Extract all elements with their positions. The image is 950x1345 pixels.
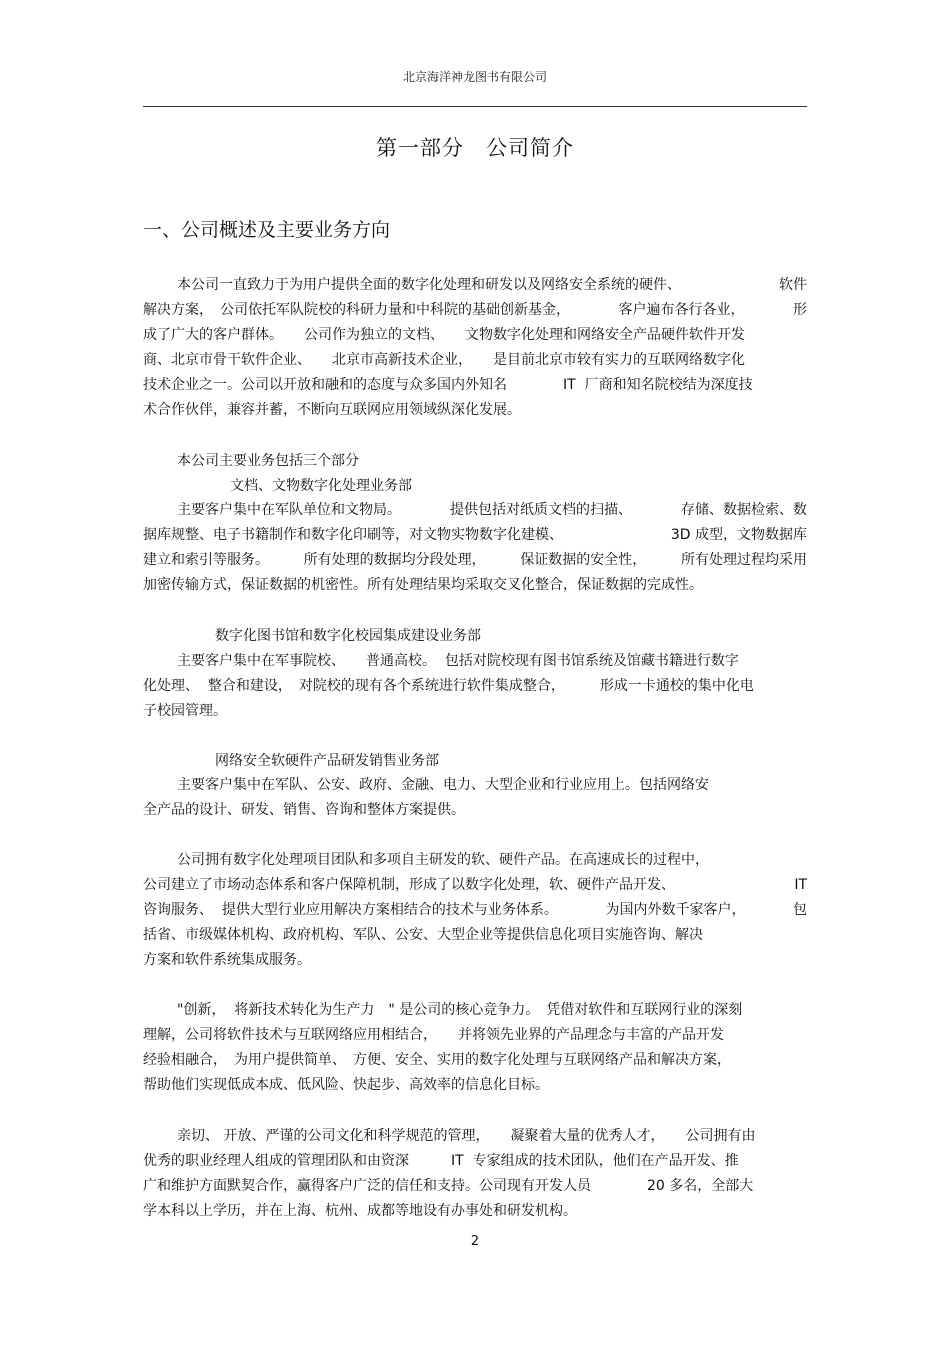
business-intro: 本公司主要业务包括三个部分 [177,453,359,469]
paragraph-line: 帮助他们实现低成本成、低风险、快起步、高效率的信息化目标。 [143,1077,549,1093]
text-segment: 主要客户集中在军队单位和文物局。 [177,502,401,518]
text-segment: 3D 成型，文物数据库 [670,527,807,543]
paragraph-line: 主要客户集中在军事院校、 普通高校。 包括对院校现有图书馆系统及馆藏书籍进行数字 [177,653,739,669]
running-header: 北京海洋神龙图书有限公司 [402,70,547,84]
page-number: 2 [470,1234,480,1249]
text-segment: 保证数据的安全性， [520,552,647,568]
text-segment: 软件 [779,277,807,293]
paragraph-line: 学本科以上学历，并在上海、杭州、成都等地设有办事处和研发机构。 [143,1203,577,1219]
paragraph-line: 化处理、 整合和建设， 对院校的现有各个系统进行软件集成整合， 形成一卡通校的集中化电 [143,678,754,694]
paragraph-line: 优秀的职业经理人组成的管理团队和由资深 IT 专家组成的技术团队，他们在产品开发、推 [143,1153,739,1169]
paragraph-line: 技术企业之一。公司以开放和融和的态度与众多国内外知名 IT 厂商和知名院校结为深度技 [143,377,753,393]
text-segment: 包 [793,902,807,918]
paragraph-line: 方案和软件系统集成服务。 [143,952,311,968]
paragraph-line: 术合作伙伴，兼容并蓄，不断向互联网应用领域纵深化发展。 [143,402,521,418]
text-segment: IT [794,877,807,893]
text-segment: 建立和索引等服务。 [143,552,269,568]
paragraph-line: 主要客户集中在军队、公安、政府、金融、电力、大型企业和行业应用上。包括网络安 [177,777,709,793]
paragraph-line: 加密传输方式，保证数据的机密性。所有处理结果均采取交叉化整合，保证数据的完成性。 [143,577,703,593]
paragraph-line: 商、北京市骨干软件企业、 北京市高新技术企业， 是目前北京市较有实力的互联网络数字化 [143,352,745,368]
paragraph-line: 全产品的设计、研发、销售、咨询和整体方案提供。 [143,802,465,818]
paragraph-line: 公司拥有数字化处理项目团队和多项自主研发的软、硬件产品。在高速成长的过程中， [177,852,709,868]
part-title: 第一部分 公司简介 [376,136,574,160]
section-heading: 一、公司概述及主要业务方向 [143,219,391,241]
text-segment: 客户遍布各行各业， [618,302,745,318]
text-segment: 形 [793,302,807,318]
paragraph-line [143,298,807,322]
paragraph-line: 广和维护方面默契合作，赢得客户广泛的信任和支持。公司现有开发人员 20 多名，全部大 [143,1178,754,1194]
paragraph-line: "创新， 将新技术转化为生产力 " 是公司的核心竞争力。 凭借对软件和互联网行业的深刻 [177,1002,743,1018]
paragraph-line [177,498,807,522]
paragraph-line: 理解，公司将软件技术与互联网络应用相结合， 并将领先业界的产品理念与丰富的产品开发 [143,1027,724,1043]
paragraph-line: 经验相融合， 为用户提供简单、 方便、安全、实用的数字化处理与互联网络产品和解决方案， [143,1052,731,1068]
text-segment: 为国内外数千家客户， [605,902,746,918]
paragraph-line: 子校园管理。 [143,703,227,719]
header-divider [143,106,807,107]
text-segment: 所有处理过程均采用 [680,552,807,568]
paragraph-line [177,273,807,297]
text-segment: 所有处理的数据均分段处理， [303,552,486,568]
paragraph-line [143,523,807,547]
text-segment: 据库规整、电子书籍制作和数字化印刷等，对文物实物数字化建模、 [143,527,563,543]
paragraph-line [143,548,807,572]
text-segment: 提供包括对纸质文档的扫描、 [450,502,632,518]
paragraph-line: 成了广大的客户群体。 公司作为独立的文档、 文物数字化处理和网络安全产品硬件软件开发 [143,327,745,343]
paragraph-line: 亲切、 开放、严谨的公司文化和科学规范的管理， 凝聚着大量的优秀人才， 公司拥有由 [177,1128,756,1144]
department-title: 网络安全软硬件产品研发销售业务部 [215,753,439,769]
department-title: 数字化图书馆和数字化校园集成建设业务部 [215,628,481,644]
text-segment: 本公司一直致力于为用户提供全面的数字化处理和研发以及网络安全系统的硬件、 [177,277,681,293]
text-segment: 公司建立了市场动态体系和客户保障机制，形成了以数字化处理，软、硬件产品开发、 [143,877,675,893]
department-title: 文档、文物数字化处理业务部 [230,478,412,494]
text-segment: 存储、数据检索、数 [681,502,807,518]
text-segment: 解决方案， 公司依托军队院校的科研力量和中科院的基础创新基金， [143,302,570,318]
text-segment: 咨询服务、 提供大型行业应用解决方案相结合的技术与业务体系。 [143,902,558,918]
paragraph-line: 括省、市级媒体机构、政府机构、军队、公安、大型企业等提供信息化项目实施咨询、解决 [143,927,703,943]
paragraph-line [143,873,807,897]
paragraph-line [143,898,807,922]
